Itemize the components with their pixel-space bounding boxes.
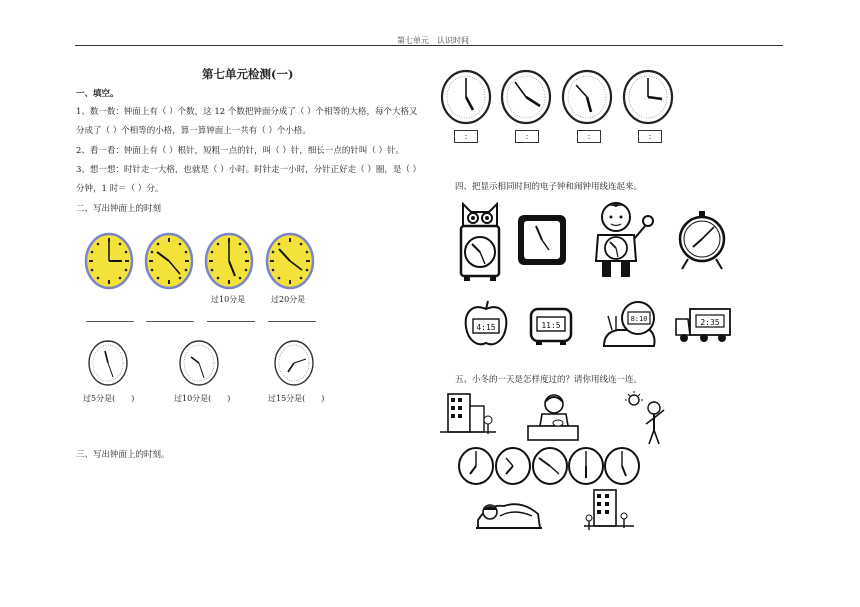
answer-line-4[interactable] [268,321,316,322]
section4-heading: 四、把显示相同时间的电子钟和闹钟用线连起来。 [455,182,643,192]
section1-line-1: 1、数一数：钟面上有（ ）个数，这 12 个数把钟面分成了（ ）个相等的大格，每个大格又 [76,107,418,117]
header-rule [75,45,783,46]
small-clock-3 [273,339,315,387]
digital-answer-box-4[interactable]: : [638,130,662,143]
small-caption-3: 过15分是( ) [268,394,325,403]
sleeping-child-picture [474,490,544,534]
answer-line-1[interactable] [86,321,134,322]
day-clock-2 [494,446,532,486]
robot-digital-clock-picture [528,303,574,347]
building-with-kids-picture [584,486,634,534]
yellow-clock-1 [84,232,134,290]
page-header: 第七单元 认识时间 [397,36,469,45]
apple-digital-clock-picture [462,299,510,349]
section1-heading: 一、填空。 [76,89,119,99]
digital-time-1: 4:15 [476,323,496,332]
digital-answer-box-3[interactable]: : [577,130,601,143]
answer-line-2[interactable] [146,321,194,322]
owl-clock-picture [455,200,505,282]
digital-answer-box-1[interactable]: : [454,130,478,143]
truck-digital-clock-picture [674,305,732,345]
right-clock-3 [561,69,613,125]
yellow-caption-1: 过10分是 [211,295,246,304]
section1-line-5: 分钟，1 时＝（ ）分。 [76,184,164,194]
day-clock-4 [567,446,605,486]
section3-heading: 三、写出钟面上的时刻。 [76,450,170,460]
boy-at-desk-picture [522,392,584,444]
yellow-caption-2: 过20分是 [271,295,306,304]
small-clock-2 [178,339,220,387]
section5-heading: 五、小冬的一天是怎样度过的？请你用线连一连。 [455,375,643,385]
snail-digital-clock-picture [600,296,658,354]
day-clock-1 [457,446,495,486]
day-clock-3 [531,446,569,486]
small-caption-2: 过10分是( ) [174,394,231,403]
digital-time-3: 8:10 [630,315,648,323]
digital-time-2: 11:5 [541,321,561,330]
worksheet-title: 第七单元检测(一) [202,67,294,81]
digital-answer-box-2[interactable]: : [515,130,539,143]
yellow-clock-2 [144,232,194,290]
boy-clock-picture [586,197,658,281]
digital-time-4: 2:35 [700,318,720,327]
section2-heading: 二、写出钟面上的时刻 [76,204,162,214]
round-alarm-clock-picture [676,205,728,273]
yellow-clock-4 [265,232,315,290]
day-clock-5 [603,446,641,486]
square-clock-picture [516,213,568,269]
right-clock-2 [500,69,552,125]
small-caption-1: 过5分是( ) [83,394,135,403]
section1-line-3: 2、看一看：钟面上有（ ）根针，短粗一点的针，叫（ ）针，细长一点的针叫（ ）针。 [76,146,405,156]
right-clock-4 [622,69,674,125]
section1-line-4: 3、想一想：时针走一大格，也就是（ ）小时。时针走一小时，分针正好走（ ）圈，是（ ） [76,165,422,175]
yellow-clock-3 [204,232,254,290]
school-building-picture [440,390,496,440]
section1-line-2: 分成了（ ）个相等的小格，算一算钟面上一共有（ ）个小格。 [76,126,311,136]
small-clock-1 [87,339,129,387]
boy-waving-sun-picture [622,390,672,446]
answer-line-3[interactable] [207,321,255,322]
right-clock-1 [440,69,492,125]
